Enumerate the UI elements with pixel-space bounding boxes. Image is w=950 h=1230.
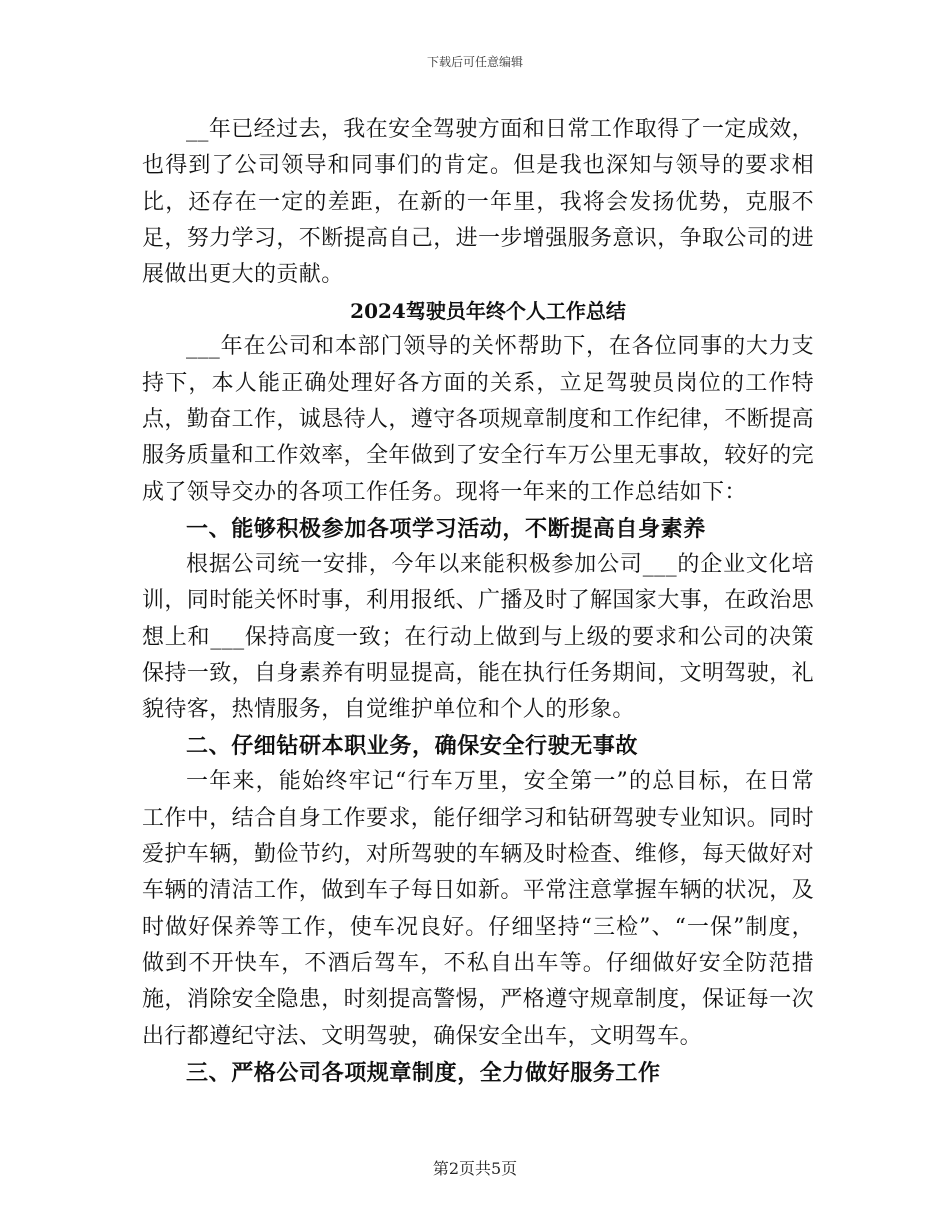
section-heading-3: 三、严格公司各项规章制度，全力做好服务工作 — [186, 1059, 661, 1086]
page-header-note: 下载后可任意编辑 — [426, 55, 523, 69]
paragraph-summary: ___年在公司和本部门领导的关怀帮助下，在各位同事的大力支持下，本人能正确处理好各方面的关系，立足驾驶员岗位的工作特点，勤奋工作，诚恳待人，遵守各项规章制度和工作纪律，不断提高服务质量和工作效率，全年做到了安全行车万公里无事故，较好的完成了领导交办的各项工作任务。现将一年来的工作总结如下： — [142, 334, 815, 505]
section-heading-2: 二、仔细钻研本职业务，确保安全行驶无事故 — [186, 733, 639, 760]
page-number: 第2页共5页 — [432, 1159, 518, 1178]
paragraph-section-2: 一年来，能始终牢记“行车万里，安全第一”的总目标，在日常工作中，结合自身工作要求，能仔细学习和钻研驾驶专业知识。同时爱护车辆，勤俭节约，对所驾驶的车辆及时检查、维修，每天做好对车辆的清洁工作，做到车子每日如新。平常注意掌握车辆的状况，及时做好保养等工作，使车况良好。仔细坚持“三检”、“一保”制度，做到不开快车，不酒后驾车，不私自出车等。仔细做好安全防范措施，消除安全隐患，时刻提高警惕，严格遵守规章制度，保证每一次出行都遵纪守法、文明驾驶，确保安全出车，文明驾车。 — [142, 769, 815, 1049]
paragraph-section-1: 根据公司统一安排，今年以来能积极参加公司___的企业文化培训，同时能关怀时事，利用报纸、广播及时了解国家大事，在政治思想上和___保持高度一致；在行动上做到与上级的要求和公司的决策保持一致，自身素养有明显提高，能在执行任务期间，文明驾驶，礼貌待客，热情服务，自觉维护单位和个人的形象。 — [142, 551, 815, 723]
section-heading-1: 一、能够积极参加各项学习活动，不断提高自身素养 — [186, 515, 706, 542]
document-body — [142, 112, 814, 1091]
paragraph-intro: __年已经过去，我在安全驾驶方面和日常工作取得了一定成效，也得到了公司领导和同事们的肯定。但是我也深知与领导的要求相比，还存在一定的差距，在新的一年里，我将会发扬优势，克服不足，努力学习，不断提高自己，进一步增强服务意识，争取公司的进展做出更大的贡献。 — [142, 117, 815, 288]
document-title: 2024驾驶员年终个人工作总结 — [350, 299, 626, 324]
